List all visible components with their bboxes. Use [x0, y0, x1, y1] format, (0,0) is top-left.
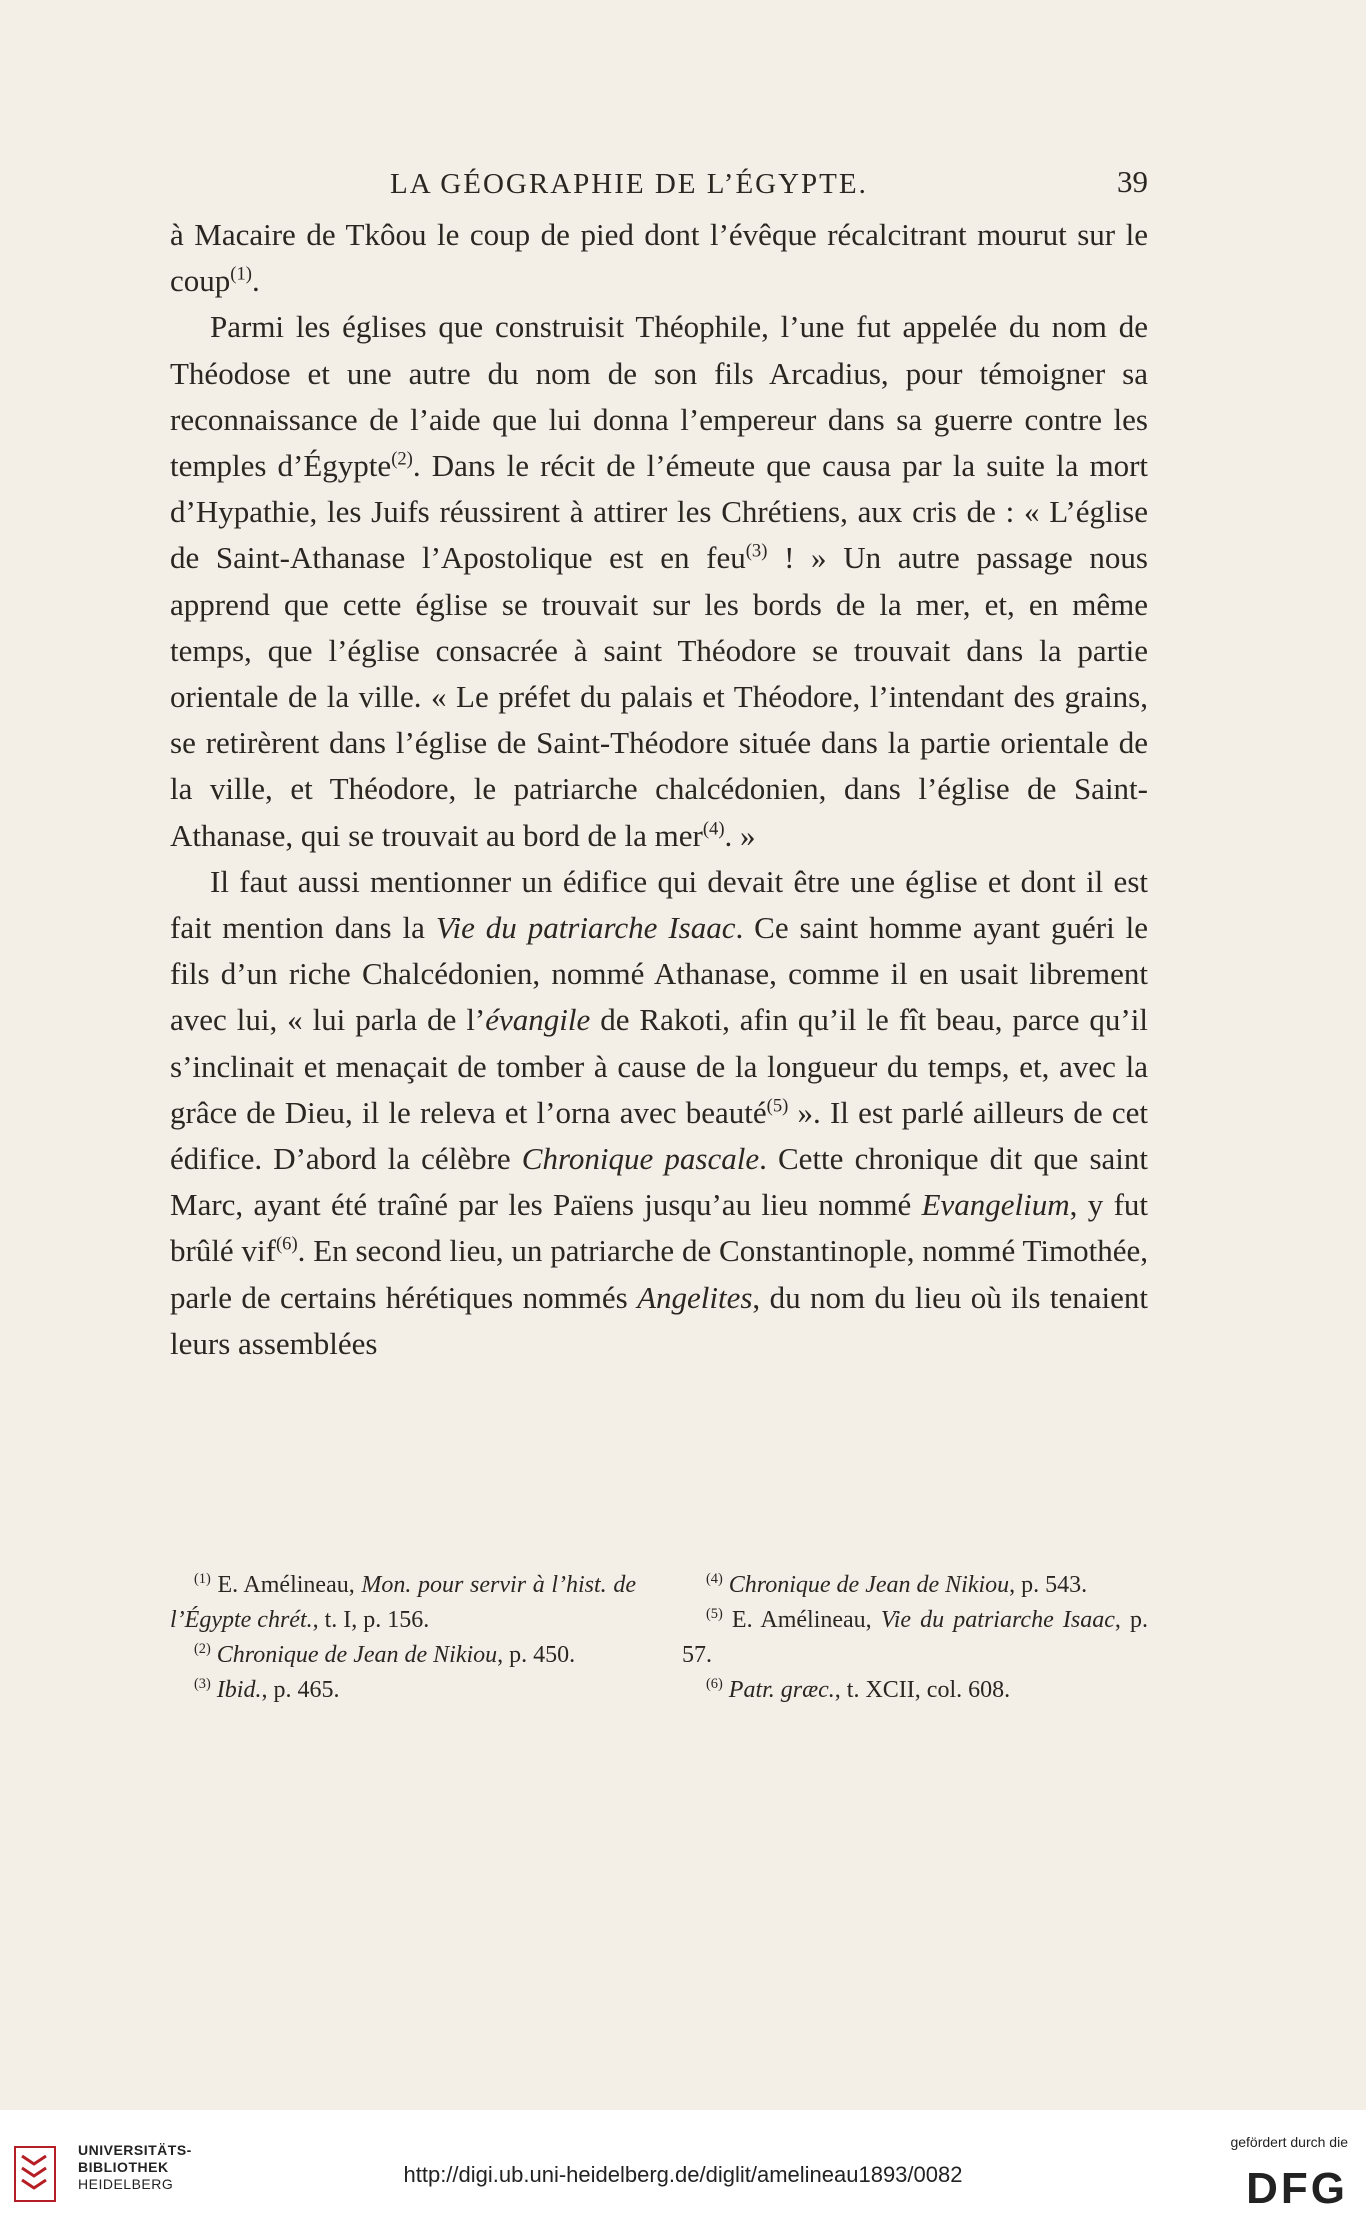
- text-run: ». Il est parlé ailleurs de cet édifice. D’abord la célèbre: [170, 1094, 1148, 1177]
- text-run: à Macaire de Tkôou le coup de pied dont l’évêque récalcitrant mourut sur le coup: [170, 217, 1148, 299]
- text-run: , p. 57.: [682, 1607, 1148, 1668]
- library-name: UNIVERSITÄTS- BIBLIOTHEK HEIDELBERG: [78, 2142, 192, 2192]
- footnote-ref: (1): [230, 263, 252, 285]
- page-number: 39: [1117, 164, 1148, 199]
- running-head: [170, 160, 1148, 204]
- text-run: . Cette chronique dit que saint Marc, ayant été traîné par les Païens jusqu’au lieu nommé: [170, 1141, 1148, 1223]
- text-run: . En second lieu, un patriarche de Constantinople, nommé Timothée, parle de certains hérétiques nommés: [170, 1233, 1148, 1315]
- footnote-ref: (6): [706, 1676, 723, 1692]
- footnote: [682, 1603, 1148, 1673]
- paragraph: [170, 212, 1148, 304]
- footnote-ref: (4): [702, 818, 725, 840]
- text-run: , y fut brûlé vif: [170, 1187, 1149, 1269]
- paragraph: [170, 859, 1148, 1367]
- footnote-ref: (2): [194, 1641, 211, 1657]
- footnote-ref: (1): [194, 1571, 211, 1587]
- text-run: Il faut aussi mentionner un édifice qui devait être une église et dont il est fait mention dans la: [170, 863, 1148, 946]
- dfg-logo: DFG: [1246, 2164, 1348, 2213]
- footnotes-left-column: [170, 1568, 636, 1708]
- text-run: , p. 543.: [1009, 1572, 1088, 1598]
- footnote: [170, 1638, 636, 1673]
- italic-text: Mon. pour servir à l’hist. de l’Égypte chrét.: [170, 1572, 636, 1633]
- text-run: , p. 465.: [261, 1677, 340, 1703]
- text-run: E. Amélineau,: [210, 1572, 362, 1598]
- permalink-url[interactable]: http://digi.ub.uni-heidelberg.de/diglit/amelineau1893/0082: [403, 2162, 963, 2187]
- paragraph: [170, 304, 1148, 858]
- footnote: [170, 1673, 636, 1708]
- funding-note: gefördert durch die: [1230, 2134, 1348, 2150]
- italic-text: Vie du patriarche Isaac: [880, 1607, 1115, 1633]
- text-run: , t. I, p. 156.: [312, 1607, 430, 1633]
- text-run: de Rakoti, afin qu’il le fît beau, parce qu’il s’inclinait et menaçait de tomber à cause de la longueur du temps, et, avec la grâce de Dieu, il le releva et l’orna avec beauté: [170, 1002, 1148, 1130]
- text-run: . »: [724, 817, 756, 853]
- text-run: Parmi les églises que construisit Théophile, l’une fut appelée du nom de Théodose et une autre du nom de son fils Arcadius, pour témoigner sa reconnaissance de l’aide que lui donna l’empereur dans sa guerre contre les temples d’Égypte: [170, 309, 1148, 484]
- footnotes: [170, 1568, 1148, 1708]
- footnote-ref: (5): [766, 1095, 789, 1117]
- text-run: , p. 450.: [497, 1642, 576, 1668]
- footnote-ref: (3): [745, 541, 768, 563]
- footnote-ref: (2): [391, 448, 413, 470]
- italic-text: Ibid.: [216, 1677, 262, 1703]
- viewer-footer: [0, 2110, 1366, 2232]
- footnote: [682, 1673, 1148, 1708]
- italic-text: Chronique pascale: [521, 1141, 760, 1177]
- footnote-ref: (5): [706, 1606, 723, 1622]
- footnote-ref: (6): [275, 1234, 298, 1256]
- italic-text: Vie du patriarche Isaac: [435, 910, 736, 946]
- italic-text: Angelites: [637, 1279, 753, 1315]
- footnote: [682, 1568, 1148, 1603]
- text-run: , du nom du lieu où ils tenaient leurs assemblées: [170, 1279, 1148, 1361]
- text-run: , t. XCII, col. 608.: [834, 1677, 1011, 1703]
- italic-text: évangile: [485, 1002, 591, 1038]
- body-text: [170, 212, 1148, 1367]
- running-title: LA GÉOGRAPHIE DE L’ÉGYPTE.: [390, 168, 868, 200]
- footnote-ref: (4): [706, 1571, 723, 1587]
- text-run: E. Amélineau,: [722, 1607, 881, 1633]
- italic-text: Patr. græc.: [728, 1677, 835, 1703]
- footnote: [170, 1568, 636, 1638]
- italic-text: Chronique de Jean de Nikiou: [728, 1572, 1010, 1598]
- italic-text: Chronique de Jean de Nikiou: [216, 1642, 498, 1668]
- text-run: ! » Un autre passage nous apprend que cette église se trouvait sur les bords de la mer, et, en même temps, que l’église consacrée à saint Théodore se trouvait dans la partie orientale de la ville. « Le préfet du palais et Théodore, l’intendant des grains, se retirèrent dans l’église de Saint-Théodore située dans la partie orientale de la ville, et Théodore, le patriarche chalcédonien, dans l’église de Saint-Athanase, qui se trouvait au bord de la mer: [170, 540, 1148, 853]
- text-run: . Ce saint homme ayant guéri le fils d’un riche Chalcédonien, nommé Athanase, comme il en usait librement avec lui, « lui parla de l’: [170, 910, 1148, 1038]
- italic-text: Evangelium: [921, 1187, 1070, 1223]
- footnote-ref: (3): [194, 1676, 211, 1692]
- text-run: .: [251, 263, 260, 299]
- footnotes-right-column: [682, 1568, 1148, 1708]
- text-run: . Dans le récit de l’émeute que causa par la suite la mort d’Hypathie, les Juifs réussirent à attirer les Chrétiens, aux cris de : « L’église de Saint-Athanase l’Apostolique est en feu: [170, 448, 1148, 576]
